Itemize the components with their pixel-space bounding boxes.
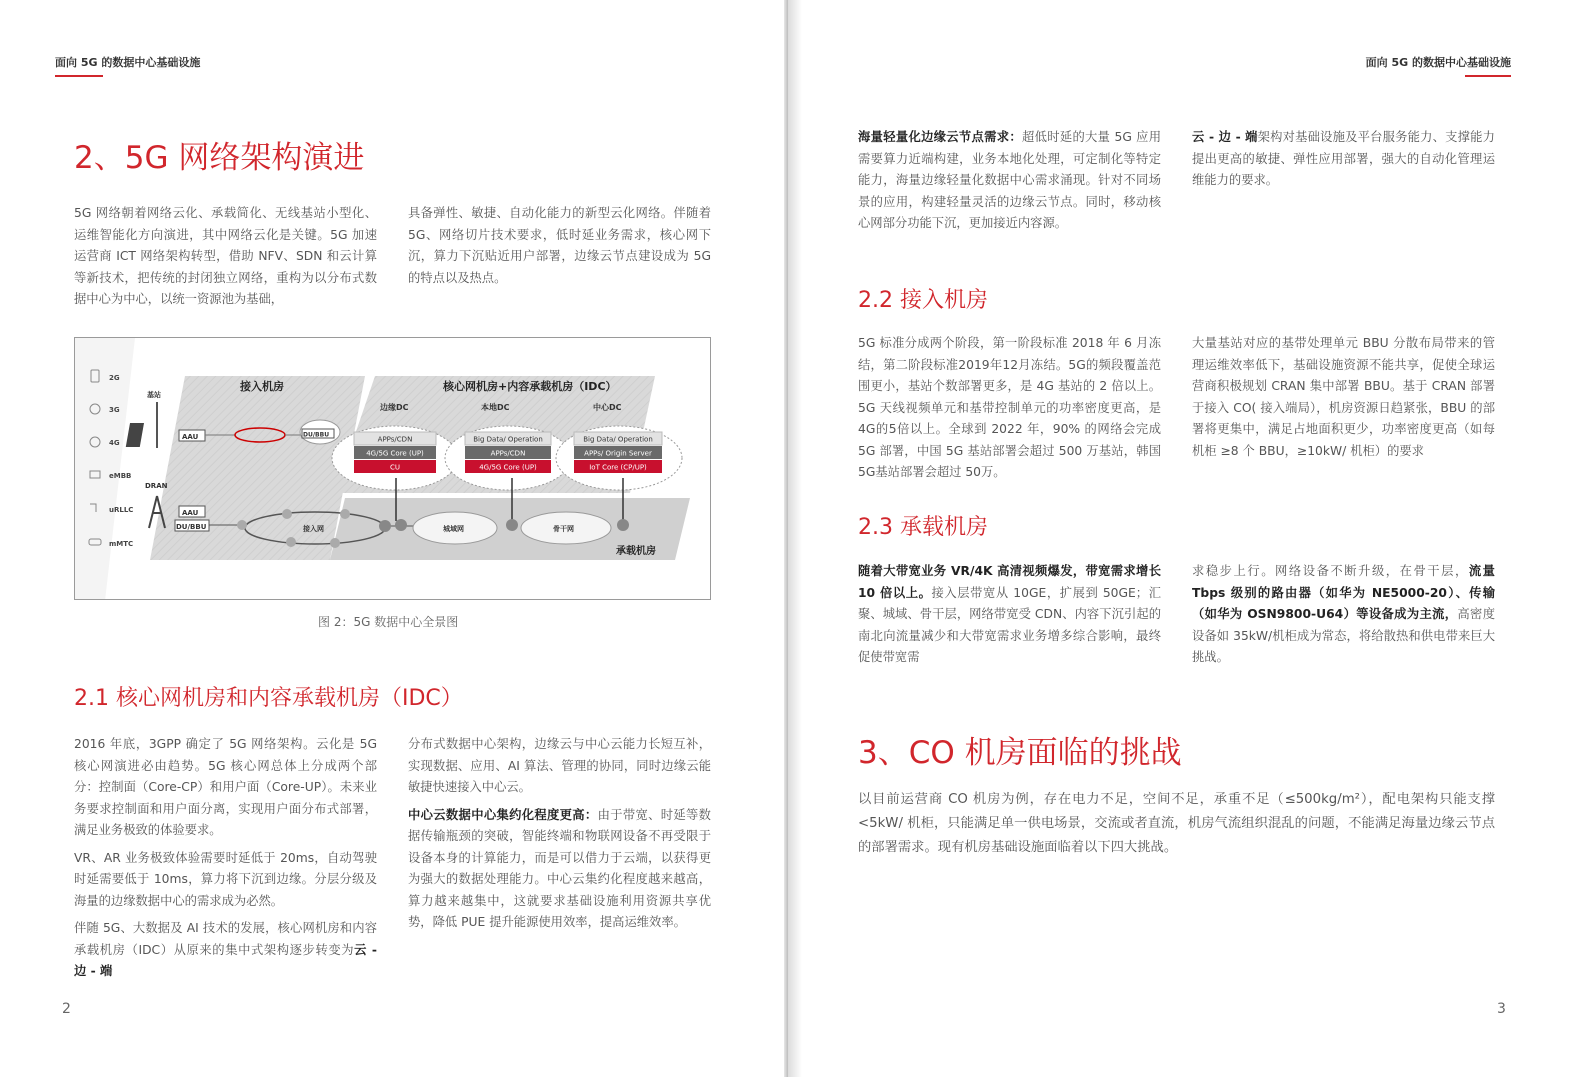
s23-col2-text2: 高密度设备如 35kW/机柜成为常态，将给散热和供电带来巨大挑战。 bbox=[1192, 607, 1495, 664]
edge-box-3: CU bbox=[389, 463, 401, 472]
metro-net-label: 城域网 bbox=[443, 525, 464, 533]
local-box-3: 4G/5G Core (UP) bbox=[479, 463, 537, 472]
cloud-edge-paragraph bbox=[1192, 127, 1495, 192]
edge-demand-paragraph bbox=[858, 127, 1161, 235]
s21-col1-p2: VR、AR 业务极致体验需要时延低于 20ms，自动驾驶时延需要低于 10ms，算力将下沉到边缘。分层分级及海量的边缘数据中心的需求成为必然。 bbox=[74, 850, 377, 908]
figure-5g-dc-panorama bbox=[74, 337, 711, 600]
legend-embb: eMBB bbox=[109, 472, 132, 480]
s22-col-2 bbox=[1192, 333, 1495, 468]
access-room-band bbox=[150, 376, 365, 560]
intro-col-1 bbox=[74, 203, 377, 317]
cloud-edge-col bbox=[1192, 127, 1495, 198]
access-room-title: 接入机房 bbox=[240, 380, 284, 393]
core-room-title: 核心网机房+内容承载机房（IDC） bbox=[443, 380, 617, 393]
section-2-3-title: 2.3 承载机房 bbox=[858, 515, 988, 540]
aau-bottom: AAU bbox=[182, 509, 199, 517]
s21-col-2 bbox=[408, 734, 711, 940]
edge-box-2: 4G/5G Core (UP) bbox=[366, 449, 424, 458]
left-page-number: 2 bbox=[62, 1001, 71, 1017]
local-dc-label: 本地DC bbox=[481, 403, 510, 412]
local-box-2: APPs/CDN bbox=[490, 449, 526, 458]
bearer-room-label: 承载机房 bbox=[616, 546, 656, 557]
right-running-header bbox=[1366, 54, 1511, 70]
s3-body bbox=[858, 788, 1495, 866]
s23-col2-text1: 求稳步上行。网络设备不断升级，在骨干层， bbox=[1192, 564, 1469, 578]
base-station-label: 基站 bbox=[147, 391, 161, 399]
edge-box-1: APPs/CDN bbox=[377, 435, 413, 444]
s3-text: 以目前运营商 CO 机房为例，存在电力不足，空间不足，承重不足（≤500kg/m²），配电架构只能支撑 <5kW/ 机柜，只能满足单一供电场景，交流或者直流，机房气流组织混乱的问题，不能满足海量边缘云节点的部署需求。现有机房基础设施面临着以下四大挑战。 bbox=[858, 792, 1495, 855]
aau-top: AAU bbox=[182, 433, 199, 441]
du-bbu-top: DU/BBU bbox=[303, 431, 330, 439]
s23-col1-text: 接入层带宽从 10GE，扩展到 50GE；汇聚、城域、骨干层，网络带宽受 CDN、内容下沉引起的南北向流量减少和大带宽需求业务增多综合影响，最终促使带宽需 bbox=[858, 585, 1161, 664]
s23-col-2 bbox=[1192, 561, 1495, 675]
edge-demand-bold: 海量轻量化边缘云节点需求： bbox=[858, 130, 1022, 144]
legend-4g: 4G bbox=[109, 439, 120, 447]
central-box-1: Big Data/ Operation bbox=[583, 435, 653, 444]
s21-col-1 bbox=[74, 734, 377, 989]
s21-col1-p3 bbox=[74, 918, 377, 983]
s21-col1-p3-text: 伴随 5G、大数据及 AI 技术的发展，核心网机房和内容承载机房（IDC）从原来的集中式架构逐步转变为 bbox=[74, 921, 377, 957]
legend-3g: 3G bbox=[109, 406, 120, 414]
s21-col2-p1: 分布式数据中心架构，边缘云与中心云能力长短互补，实现数据、应用、AI 算法、管理的协同，同时边缘云能敏捷快速接入中心云。 bbox=[408, 737, 711, 794]
section-2-2-title: 2.2 接入机房 bbox=[858, 288, 988, 313]
legend-2g: 2G bbox=[109, 374, 120, 382]
s23-col1-bold: 随着大带宽业务 VR/4K 高清视频爆发，带宽需求增长 10 倍以上。 bbox=[858, 564, 1161, 600]
figure-svg bbox=[75, 338, 711, 600]
left-running-header bbox=[55, 54, 200, 70]
s22-col2-text: 大量基站对应的基带处理单元 BBU 分散布局带来的管理运维效率低下，基础设施资源不能共享，促使全球运营商积极规划 CRAN 集中部署 BBU。基于 CRAN 部署于接入 CO( 接入端局），机房资源日趋紧张，BBU 的部署将更集中，满足占地面积更少，功率密度更高（如每机柜 ≥8 个 BBU，≥10kW/ 机柜）的要求 bbox=[1192, 336, 1495, 458]
right-page-number: 3 bbox=[1497, 1001, 1506, 1017]
s22-col1-text: 5G 标准分成两个阶段，第一阶段标准 2018 年 6 月冻结，第二阶段标准2019年12月冻结。5G的频段覆盖范围更小，基站个数部署更多，是 4G 基站的 2 倍以上。5G 天线视频单元和基带控制单元的功率密度更高，是4G的5倍以上。全球到 2022 年，90% 的网络会完成 5G 部署，中国 5G 基站部署会超过 500 万基站，韩国 5G基站部署会超过 50万。 bbox=[858, 336, 1161, 479]
right-header-title: 面向 5G 的数据中心基础设施 bbox=[1365, 56, 1511, 69]
edge-demand-text: 超低时延的大量 5G 应用需要算力近端构建，业务本地化处理，可定制化等特定能力，海量边缘轻量化数据中心需求涌现。针对不同场景的应用，构建轻量灵活的边缘云节点。同时，移动核心网部分功能下沉，更加接近内容源。 bbox=[858, 130, 1161, 230]
central-box-2: APPs/ Origin Server bbox=[584, 449, 652, 458]
edge-dc-label: 边缘DC bbox=[380, 403, 409, 412]
section-3-title: 3、CO 机房面临的挑战 bbox=[858, 735, 1182, 771]
s21-col1-p3-bold: 云 - 边 - 端 bbox=[74, 942, 377, 978]
local-box-1: Big Data/ Operation bbox=[473, 435, 543, 444]
edge-demand-col bbox=[858, 127, 1161, 241]
s21-col2-p2-text: 由于带宽、时延等数据传输瓶颈的突破，智能终端和物联网设备不再受限于设备本身的计算能力，而是可以借力于云端，以获得更为强大的数据处理能力。中心云集约化程度越来越高，算力越来越集中，这就要求基础设施利用资源共享优势，降低 PUE 提升能源使用效率，提高运维效率。 bbox=[408, 807, 711, 929]
legend-urllc: uRLLC bbox=[109, 506, 134, 514]
s21-col2-p2-bold: 中心云数据中心集约化程度更高： bbox=[408, 807, 598, 822]
section-2-1-title: 2.1 核心网机房和内容承载机房（IDC） bbox=[74, 686, 463, 711]
intro-col-1-text: 5G 网络朝着网络云化、承载简化、无线基站小型化、运维智能化方向演进，其中网络云化是关键。5G 加速运营商 ICT 网络架构转型，借助 NFV、SDN 和云计算等新技术，把传统的封闭独立网络，重构为以分布式数据中心为中心，以统一资源池为基础， bbox=[74, 206, 377, 306]
dran-label: DRAN bbox=[145, 482, 168, 490]
s22-col-1 bbox=[858, 333, 1161, 490]
right-header-underline bbox=[1465, 75, 1511, 77]
du-bbu-bottom: DU/BBU bbox=[176, 523, 207, 531]
central-box-3: IoT Core (CP/UP) bbox=[589, 463, 647, 472]
left-header-title: 面向 5G 的数据中心基础设施 bbox=[55, 56, 201, 69]
s21-col2-p2 bbox=[408, 805, 711, 934]
s23-col1-paragraph bbox=[858, 561, 1161, 669]
s21-col1-p1: 2016 年底，3GPP 确定了 5G 网络架构。云化是 5G 核心网演进必由趋势。5G 核心网总体上分成两个部分：控制面（Core-CP）和用户面（Core-UP）。未来业务要求控制面和用户面分离，实现用户面分布式部署，满足业务极致的体验要求。 bbox=[74, 737, 377, 837]
s23-col2-bold: 流量 Tbps 级别的路由器（如华为 NE5000-20）、传输（如华为 OSN9800-U64）等设备成为主流， bbox=[1192, 564, 1495, 621]
section-2-title: 2、5G 网络架构演进 bbox=[74, 140, 365, 176]
central-dc-label: 中心DC bbox=[593, 403, 622, 412]
backbone-net-label: 骨干网 bbox=[553, 525, 574, 533]
intro-col-2-text: 具备弹性、敏捷、自动化能力的新型云化网络。伴随着 5G、网络切片技术要求，低时延业务需求，核心网下沉，算力下沉贴近用户部署，边缘云节点建设成为 5G 的特点以及热点。 bbox=[408, 206, 711, 285]
intro-col-2 bbox=[408, 203, 711, 295]
left-header-underline bbox=[55, 75, 103, 77]
s23-col2-paragraph bbox=[1192, 561, 1495, 669]
left-page bbox=[0, 0, 788, 1077]
legend-mmtc: mMTC bbox=[109, 540, 134, 548]
figure-caption: 图 2：5G 数据中心全景图 bbox=[318, 615, 459, 629]
cloud-edge-bold: 云 - 边 - 端 bbox=[1192, 130, 1258, 144]
s23-col-1 bbox=[858, 561, 1161, 675]
access-net-label: 接入网 bbox=[303, 525, 324, 533]
right-page bbox=[788, 0, 1587, 1077]
cloud-edge-text: 架构对基础设施及平台服务能力、支撑能力提出更高的敏捷、弹性应用部署，强大的自动化管理运维能力的要求。 bbox=[1192, 130, 1495, 187]
